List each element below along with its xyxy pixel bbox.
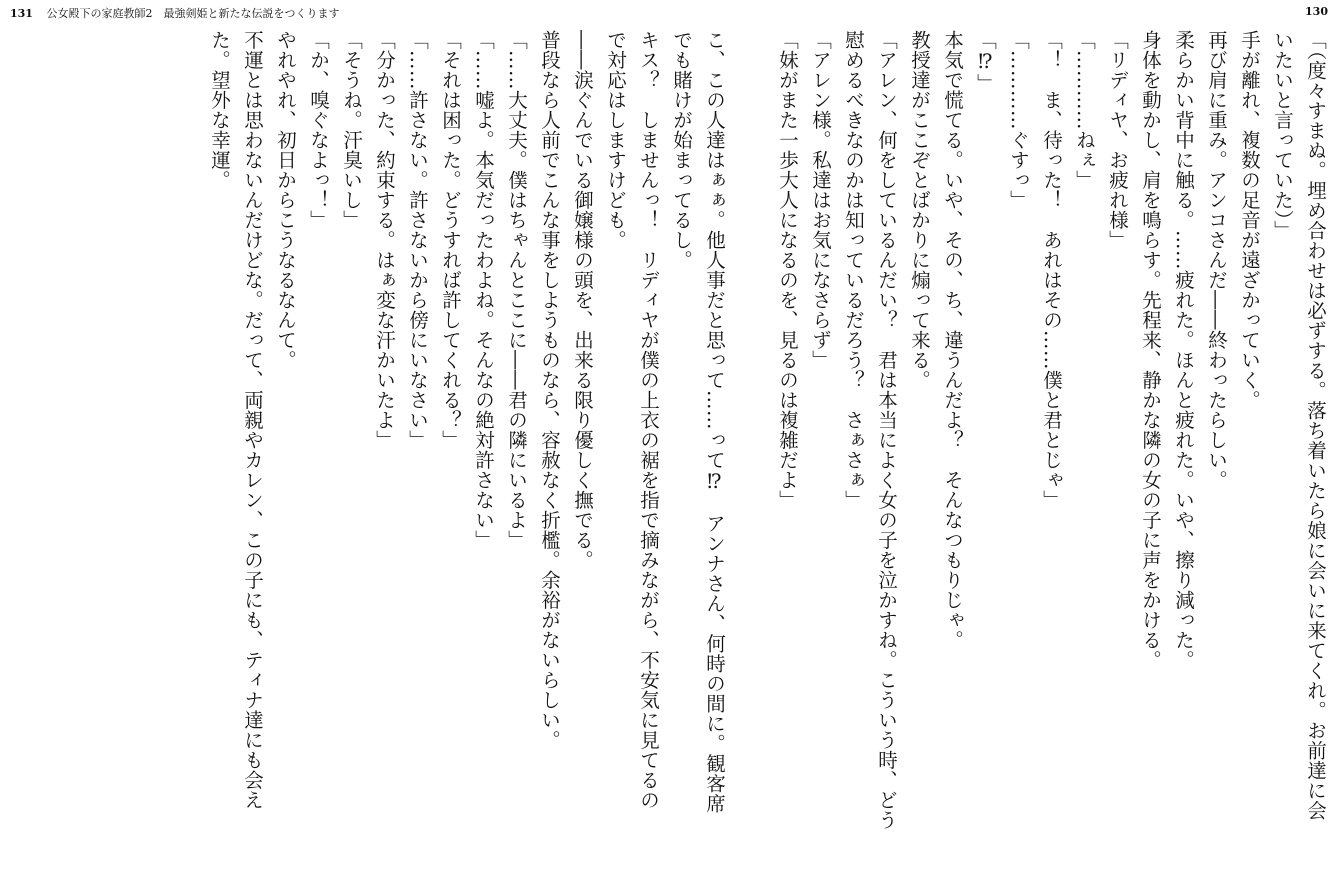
text-column: 「……大丈夫。僕はちゃんとここに――君の隣にいるよ」 [505,30,528,550]
text-column: 「アレン様。私達はお気になさらず」 [809,30,832,370]
text-column: ――涙ぐんでいる御嬢様の頭を、出来る限り優しく撫でる。 [571,30,594,570]
left-page-header [10,5,339,21]
text-column: 「…………ねぇ」 [1073,30,1096,190]
left-page-number: 131 [10,7,33,20]
text-column: 「リディヤ、お疲れ様」 [1106,30,1129,250]
text-column: 「…………ぐすっ」 [1007,30,1030,210]
text-column: た。望外な幸運。 [208,30,231,190]
text-column: 「アレン、何をしているんだい？ 君は本当によく女の子を泣かすね。こういう時、どう [875,30,898,830]
text-column: 「分かった、約束する。はぁ変な汗かいたよ」 [373,30,396,450]
running-title: 公女殿下の家庭教師2 最強剣姫と新たな伝説をつくります [46,7,340,20]
text-column: 教授達がここぞとばかりに煽って来る。 [908,30,931,390]
text-column: 手が離れ、複数の足音が遠ざかっていく。 [1238,30,1261,410]
text-column: 「！ ま、待った！ あれはその……僕と君とじゃ」 [1040,30,1063,510]
text-column: 「そうね。汗臭いし」 [340,30,363,230]
text-column: いたいと言っていた）」 [1271,30,1294,241]
text-column: で対応はしますけども。 [604,30,627,250]
right-page-number: 130 [1305,5,1328,18]
text-column: 慰めるべきなのかは知っているだろう？ さぁさぁ」 [842,30,865,510]
text-column: 身体を動かし、肩を鳴らす。先程来、静かな隣の女の子に声をかける。 [1139,30,1162,670]
text-column: でも賭けが始まってるし。 [670,30,693,270]
text-column: 「それは困った。どうすれば許してくれる？」 [439,30,462,450]
column-break [731,30,771,860]
text-column: 「か、嗅ぐなよっ！」 [307,30,330,230]
text-column: 柔らかい背中に触る。……疲れた。ほんと疲れた。いや、擦り減った。 [1172,30,1195,670]
text-column: やれやれ、初日からこうなるなんて。 [274,30,297,370]
text-column: 「（度々すまぬ。埋め合わせは必ずする。落ち着いたら娘に会いに来てくれ。お前達に会 [1304,30,1327,821]
text-column: 普段なら人前でこんな事をしようものなら、容赦なく折檻。余裕がないらしい。 [538,30,561,750]
text-column: 「妹がまた一歩大人になるのを、見るのは複雑だよ」 [776,30,799,510]
text-column: 不運とは思わないんだけどな。だって、両親やカレン、この子にも、ティナ達にも会え [241,30,264,810]
text-column: 「……許さない。許さないから傍にいなさい」 [406,30,429,450]
vertical-text-body [22,30,1332,860]
text-column: 「……嘘よ。本気だったわよね。そんなの絶対許さない」 [472,30,495,550]
text-column: こ、この人達はぁぁ。他人事だと思って……って⁉ アンナさん、何時の間に。観客席 [703,30,726,814]
text-column: 本気で慌てる。いや、その、ち、違うんだよ？ そんなつもりじゃ。 [941,30,964,650]
text-column: キス？ しませんっ！ リディヤが僕の上衣の裾を指で摘みながら、不安気に見てるの [637,30,660,810]
text-column: 「⁉」 [974,30,997,94]
text-column: 再び肩に重み。アンコさんだ――終わったらしい。 [1205,30,1228,490]
